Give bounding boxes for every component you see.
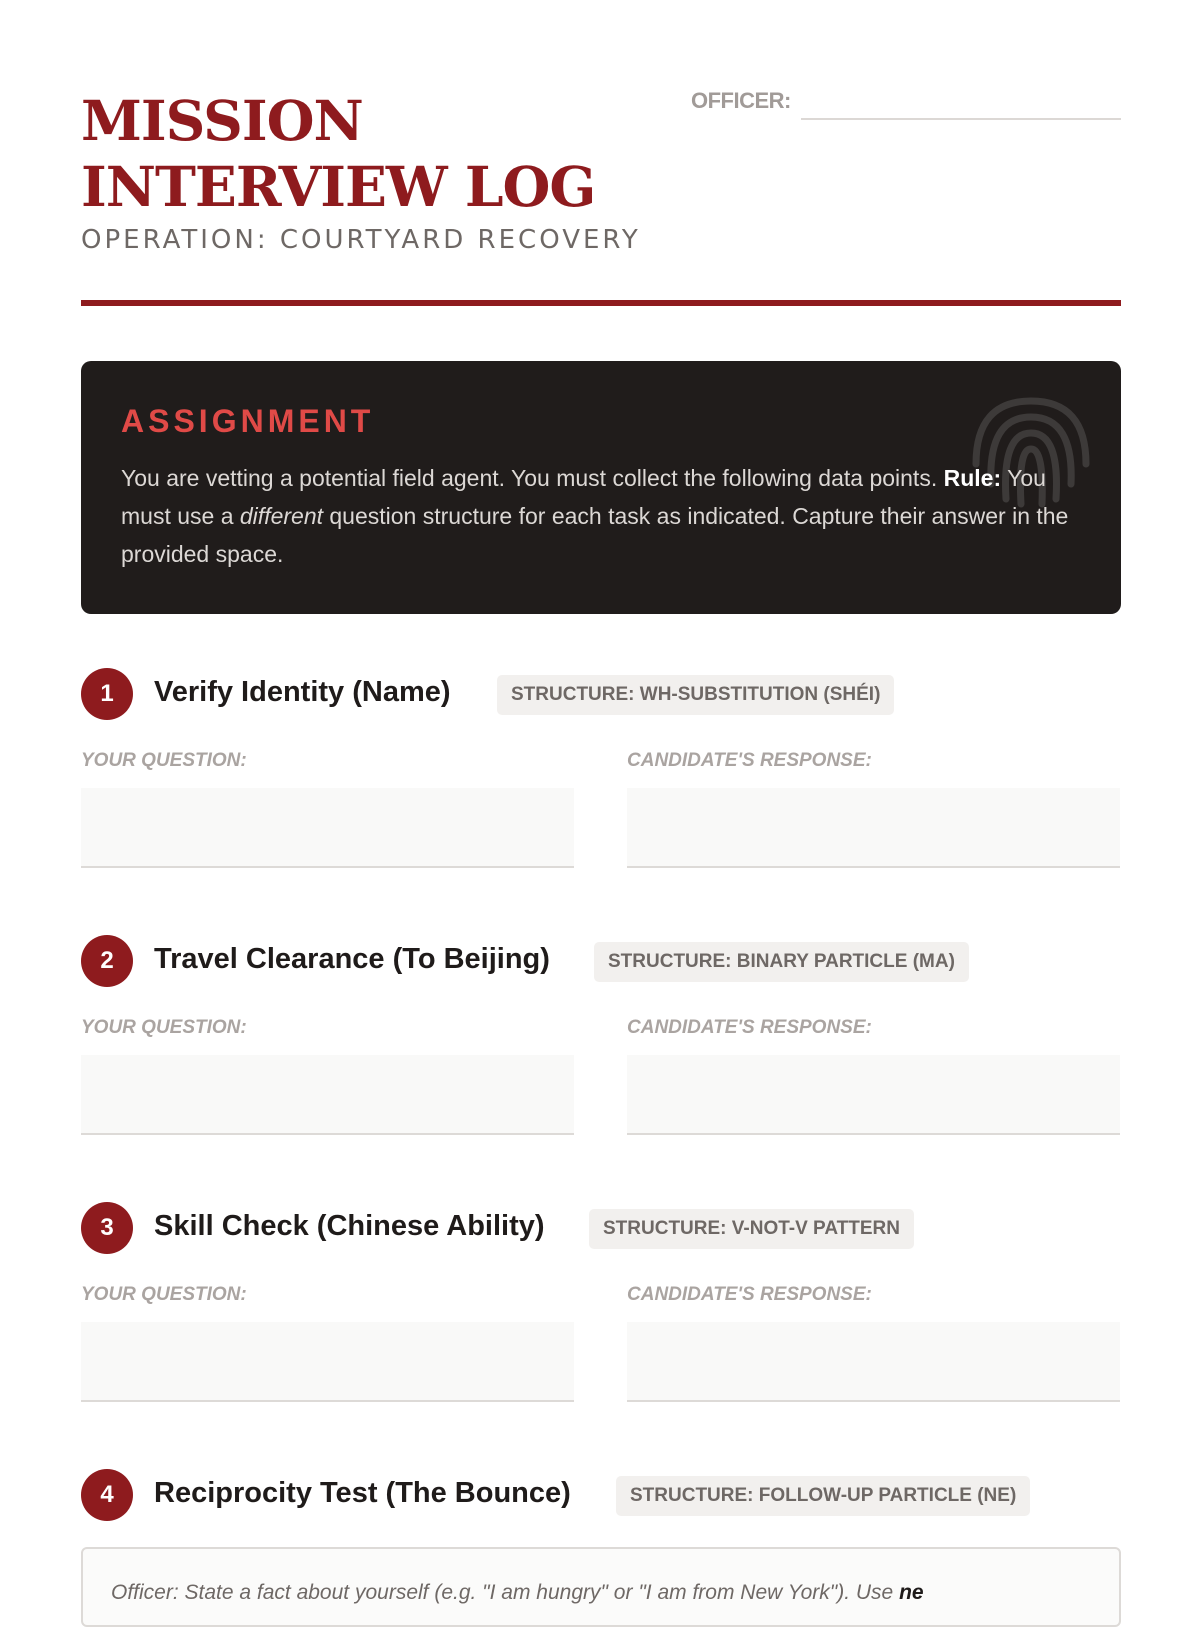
task-4-particle: ne: [899, 1581, 924, 1604]
page-title: [81, 88, 701, 220]
response-label: CANDIDATE'S RESPONSE:: [627, 1284, 872, 1305]
task-number-badge: 4: [81, 1469, 133, 1521]
response-input[interactable]: [627, 788, 1120, 868]
officer-label: OFFICER:: [691, 88, 791, 113]
question-input[interactable]: [81, 788, 574, 868]
officer-name-line[interactable]: [801, 118, 1121, 120]
task-number-badge: 3: [81, 1202, 133, 1254]
officer-field: [691, 86, 1121, 120]
rule-label: Rule:: [943, 465, 1002, 491]
assignment-text-part1: You are vetting a potential field agent. You must collect the following data points.: [121, 465, 944, 491]
task-title: Travel Clearance (To Beijing): [154, 943, 550, 975]
response-input[interactable]: [627, 1322, 1120, 1402]
task-4-instruction: [111, 1581, 1101, 1605]
header: [81, 0, 1121, 310]
task-title: Skill Check (Chinese Ability): [154, 1210, 545, 1242]
question-label: YOUR QUESTION:: [81, 1284, 247, 1305]
task-4-instruction-text: Officer: State a fact about yourself (e.g. "I am hungry" or "I am from New York"). Use: [111, 1581, 900, 1604]
structure-tag: STRUCTURE: V-NOT-V PATTERN: [589, 1209, 914, 1249]
task-title: Reciprocity Test (The Bounce): [154, 1477, 571, 1509]
task-title: Verify Identity (Name): [154, 676, 451, 708]
response-input[interactable]: [627, 1055, 1120, 1135]
question-input[interactable]: [81, 1055, 574, 1135]
assignment-text-part2: You must use a: [121, 465, 1046, 529]
operation-subtitle: OPERATION: COURTYARD RECOVERY: [81, 225, 641, 255]
assignment-emphasis: different: [239, 503, 323, 529]
header-divider: [81, 300, 1121, 306]
question-label: YOUR QUESTION:: [81, 1017, 247, 1038]
assignment-panel: [81, 361, 1121, 614]
assignment-text: [121, 459, 1081, 573]
structure-tag: STRUCTURE: BINARY PARTICLE (MA): [594, 942, 969, 982]
task-number-badge: 1: [81, 668, 133, 720]
assignment-text-part3: question structure for each task as indicated. Capture their answer in the provided space.: [121, 503, 1069, 567]
structure-tag: STRUCTURE: WH-SUBSTITUTION (SHÉI): [497, 675, 894, 715]
structure-tag: STRUCTURE: FOLLOW-UP PARTICLE (NE): [616, 1476, 1030, 1516]
response-label: CANDIDATE'S RESPONSE:: [627, 750, 872, 771]
task-4-instruction-box: [81, 1547, 1121, 1627]
interview-log-page: [81, 0, 1121, 1604]
title-line-1: MISSION: [81, 88, 363, 153]
assignment-heading: ASSIGNMENT: [121, 403, 375, 439]
response-label: CANDIDATE'S RESPONSE:: [627, 1017, 872, 1038]
title-line-2: INTERVIEW LOG: [81, 154, 596, 219]
task-number-badge: 2: [81, 935, 133, 987]
question-label: YOUR QUESTION:: [81, 750, 247, 771]
question-input[interactable]: [81, 1322, 574, 1402]
